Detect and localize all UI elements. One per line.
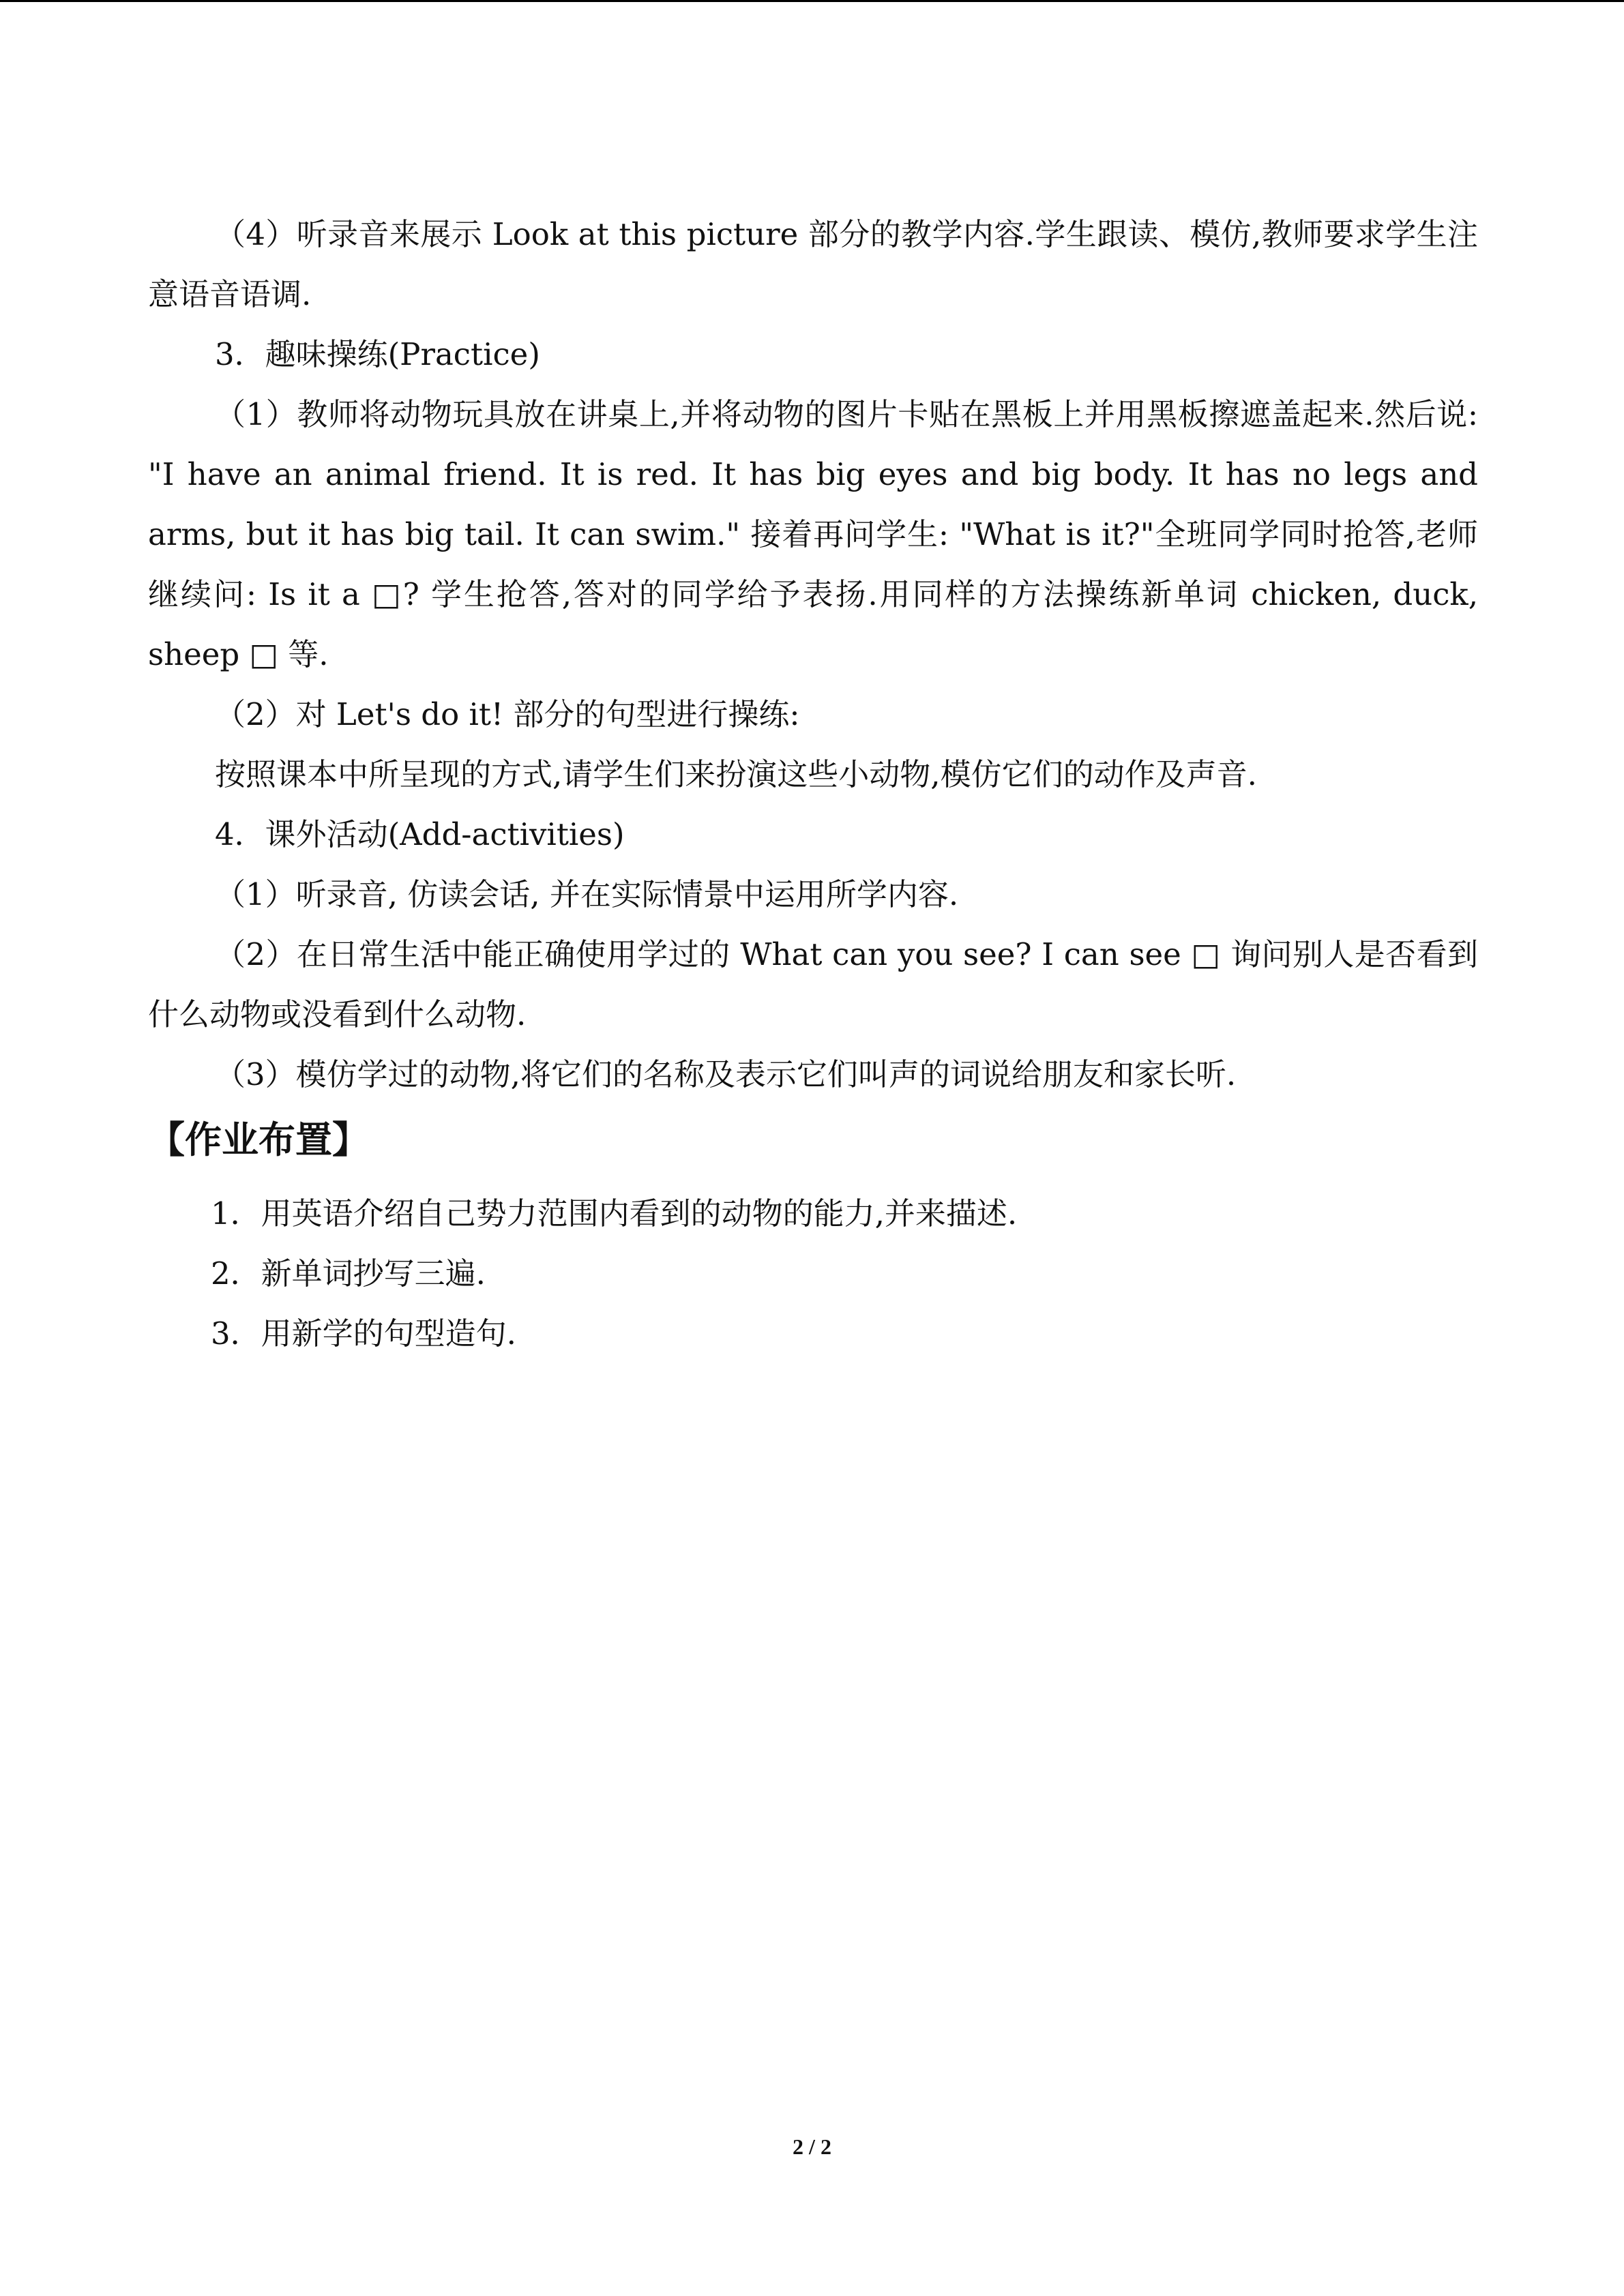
paragraph-lets-do-it: （2）对 Let's do it! 部分的句型进行操练: xyxy=(215,696,800,732)
homework-item: 3．用新学的句型造句. xyxy=(211,1315,516,1352)
paragraph-listen-imitate: （1）听录音, 仿读会话, 并在实际情景中运用所学内容. xyxy=(215,876,959,912)
homework-item: 2．新单词抄写三遍. xyxy=(211,1255,486,1292)
document-content xyxy=(148,205,1478,1364)
paragraph-practice-heading: 3．趣味操练(Practice) xyxy=(215,336,540,372)
paragraph-listen-recording: （4）听录音来展示 Look at this picture 部分的教学内容.学生跟读、模仿,教师要求学生注意语音语调. xyxy=(148,216,1478,312)
paragraph-daily-use: （2）在日常生活中能正确使用学过的 What can you see? I can see □ 询问别人是否看到什么动物或没看到什么动物. xyxy=(148,936,1478,1032)
paragraph-add-activities-heading: 4．课外活动(Add-activities) xyxy=(215,816,625,852)
homework-item: 1．用英语介绍自己势力范围内看到的动物的能力,并来描述. xyxy=(211,1195,1018,1232)
paragraph-role-play: 按照课本中所呈现的方式,请学生们来扮演这些小动物,模仿它们的动作及声音. xyxy=(215,756,1257,792)
homework-heading: 【作业布置】 xyxy=(148,1118,369,1161)
top-border-rule xyxy=(0,0,1624,2)
paragraph-animal-toys-activity: （1）教师将动物玩具放在讲桌上,并将动物的图片卡贴在黑板上并用黑板擦遮盖起来.然后说: "I have an animal friend. It is red. It has big eyes and big body. It has no legs and arms, but it has big tail. It can swim." 接着再问学生: "What is it?"全班同学同时抢答,老师继续问: Is it a □? 学生抢答,答对的同学给予表扬.用同样的方法操练新单词 chicken, duck, sheep □ 等. xyxy=(148,396,1478,672)
paragraph-imitate-animals: （3）模仿学过的动物,将它们的名称及表示它们叫声的词说给朋友和家长听. xyxy=(215,1056,1237,1092)
page-number: 2 / 2 xyxy=(793,2134,831,2159)
